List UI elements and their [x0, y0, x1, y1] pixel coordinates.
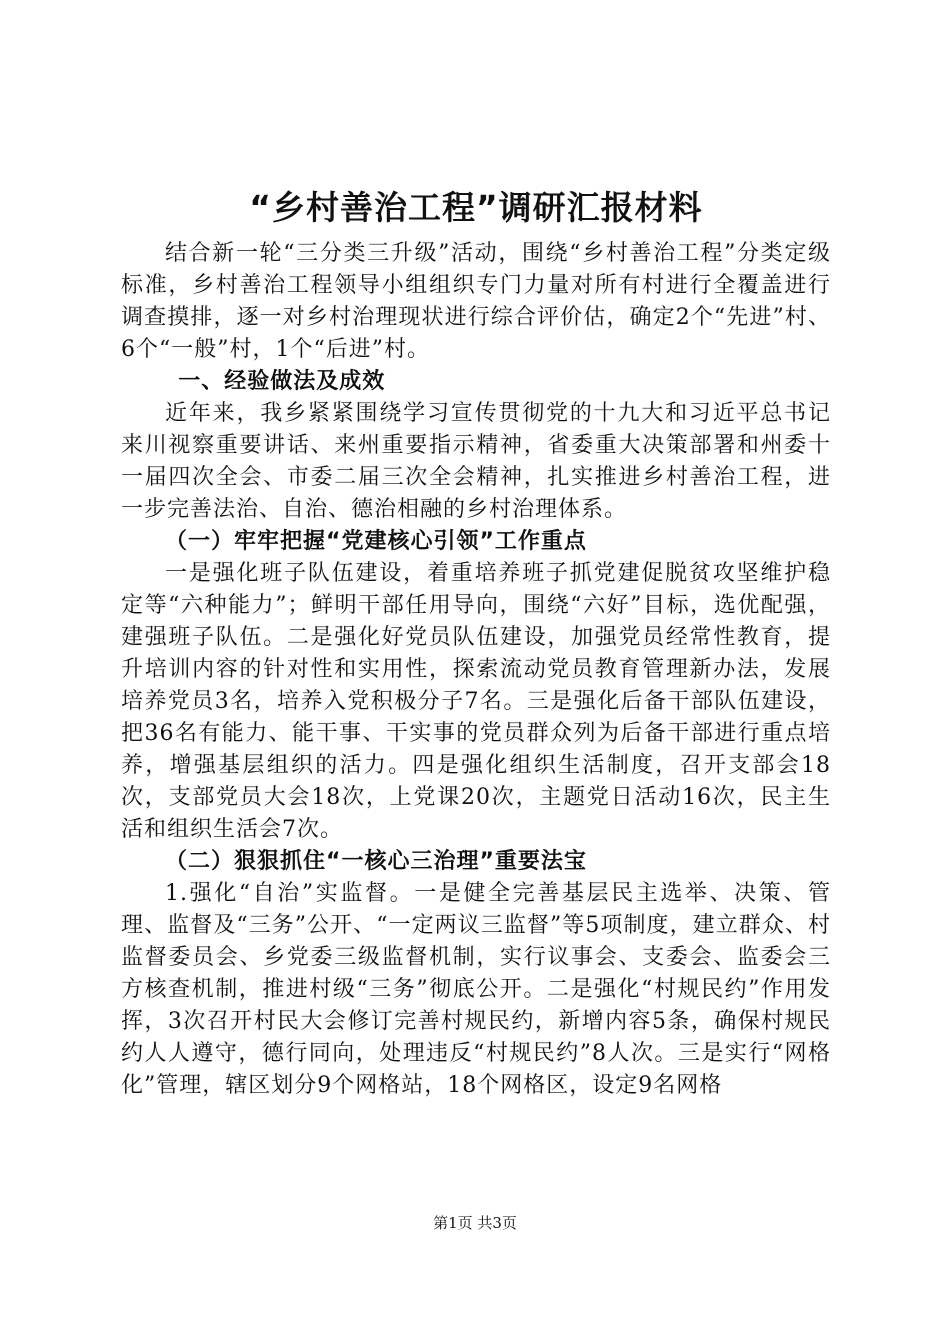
document-title: “乡村善治工程”调研汇报材料	[249, 188, 703, 227]
section-heading-1: 一、经验做法及成效	[178, 369, 386, 394]
page-number-footer: 第1页 共3页	[433, 1214, 517, 1232]
subsection-heading-2: （二）狠狠抓住“一核心三治理”重要法宝	[165, 849, 587, 874]
subsection-paragraph-2: 1.强化“自治”实监督。一是健全完善基层民主选举、决策、管理、监督及“三务”公开、“一定两议三监督”等5项制度，建立群众、村监督委员会、乡党委三级监督机制，实行议事会、支委会、监委会三方核查机制，推进村级“三务”彻底公开。二是强化“村规民约”作用发挥，3次召开村民大会修订完善村规民约，新增内容5条，确保村规民约人人遵守，德行同向，处理违反“村规民约”8人次。三是实行“网格化”管理，辖区划分9个网格站，18个网格区，设定9名网格	[121, 881, 831, 1098]
section-paragraph-1: 近年来，我乡紧紧围绕学习宣传贯彻党的十九大和习近平总书记来川视察重要讲话、来州重要指示精神，省委重大决策部署和州委十一届四次全会、市委二届三次全会精神，扎实推进乡村善治工程，进一步完善法治、自治、德治相融的乡村治理体系。	[121, 401, 831, 522]
subsection-heading-1: （一）牢牢把握“党建核心引领”工作重点	[165, 529, 587, 554]
intro-paragraph: 结合新一轮“三分类三升级”活动，围绕“乡村善治工程”分类定级标准，乡村善治工程领导小组组织专门力量对所有村进行全覆盖进行调查摸排，逐一对乡村治理现状进行综合评价估，确定2个“先进”村、6个“一般”村，1个“后进”村。	[121, 241, 831, 362]
document-body	[121, 180, 831, 1102]
subsection-paragraph-1: 一是强化班子队伍建设，着重培养班子抓党建促脱贫攻坚维护稳定等“六种能力”；鲜明干部任用导向，围绕“六好”目标，选优配强，建强班子队伍。二是强化好党员队伍建设，加强党员经常性教育，提升培训内容的针对性和实用性，探索流动党员教育管理新办法，发展培养党员3名，培养入党积极分子7名。三是强化后备干部队伍建设，把36名有能力、能干事、干实事的党员群众列为后备干部进行重点培养，增强基层组织的活力。四是强化组织生活制度，召开支部会18次，支部党员大会18次，上党课20次，主题党日活动16次，民主生活和组织生活会7次。	[121, 561, 831, 842]
